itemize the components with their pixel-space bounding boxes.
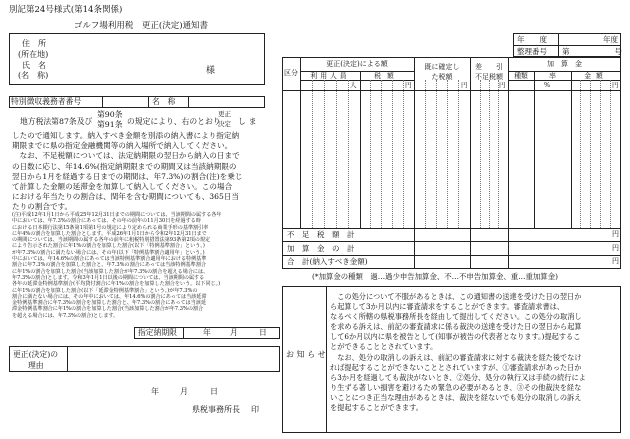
law-article-91: 第91条	[97, 120, 123, 129]
grand-total-yen: 円	[612, 257, 619, 265]
unit-yen-penalty: 円	[612, 81, 619, 89]
office-name: 県税事務所長	[192, 405, 240, 414]
penalty-type-header: 種類	[514, 72, 528, 80]
ref-number-value: 第 号	[562, 47, 622, 56]
fiscal-year-label: 年 度	[517, 35, 547, 44]
grand-total-label: 合 計(納入すべき金額)	[287, 257, 368, 266]
interest-note-text: (注)平成12年1月1日から平成25年12月31日までの期間については、当該期間の属する各年 中においては、年7.3%の割合にあっては、その年の前年の11月30日を経過する時 における日本銀行法第15条第1項第1号の規定により定められる商業手形の基準割引率 に年4%の割合を加算した割合とします。平成26年1月1日から令和2年12月31日まで の期間については、当該期間の属する各年の前年に租税特別措置法第93条第2項の規定 により告示された割合に年1%の割合を加算した割合(以下「特例基準割合」という。) が年7.3%の割合に満たない場合には、その年(以下「特例基準割合適用年」という。) 中においては、年14.6%の割合にあっては当該特例基準割合適用年における特例基準 割合に年7.3%の割合を加算した割合と、年7.3%の割合にあっては当該特例基準割合 に年1%の割合を加算した割合(当該加算した割合が年7.3%の割合を超える場合には、 年7.3%の割合)とします。令和3年1月1日以後の期間については、当該期間の属する 各年の延滞金特例基準割合(平均貸付割合に年1%の割合を加算した割合をいう。以下同じ。) に年1%の割合を加算した割合(以下「延滞金特例基準割合」という。)が年7.3%の 割合に満たない場合には、その年中においては、年14.6%の割合にあっては当該延滞 金特例基準割合に年7.3%の割合を加算した割合と、年7.3%の割合にあっては当該延 滞金特例基準割合に年1%の割合を加算した割合(当該加算した割合が年7.3%の割合 を超える場合には、年7.3%の割合)とします。	[12, 212, 222, 319]
confirmed-tax-header: 既に確定し た税額	[424, 63, 460, 81]
deadline-year: 年	[203, 328, 211, 337]
corp-name-label: (名 称)	[18, 71, 49, 80]
location-label: (所在地)	[18, 50, 49, 59]
penalty-types-note: (*加算金の種類 過…過少申告加算金、不…不申告加算金、重…重加算金)	[312, 272, 558, 281]
deadline-month: 月	[230, 328, 238, 337]
unit-yen-confirmed: 円	[461, 81, 468, 89]
law-prefix: 地方税法第87条及び	[20, 117, 93, 126]
sign-day: 日	[210, 387, 218, 396]
main-notice-text: したので通知します。納入すべき金額を別添の納入書により指定納 期限までに県の指定金融機関等の納入場所で納入してください。 なお、不足税額については、法定納期限の翌日から納入の日まで の日数に応じ、年14.6%(指定納期限までの期間又は当該納期限の 翌日から1月を経過する日までの期間は、年7.3%)の割合(注)を乗じ て計算した金額の延滞金を加算して納入してください。この場合 における年当たりの割合は、閏年を含む期間についても、365日当 たりの割合です。	[12, 131, 243, 212]
reason-label-2: 理由	[28, 361, 44, 370]
address-label: 住 所	[22, 39, 46, 48]
unit-yen-shortfall: 円	[499, 81, 506, 89]
tax-amount-header: 税額	[374, 72, 400, 80]
deadline-day: 日	[259, 328, 267, 337]
page-title: ゴルフ場利用税 更正(決定)通知書	[73, 21, 209, 31]
penalty-rate-header: 率	[549, 72, 556, 80]
law-article-90: 第90条	[97, 110, 123, 119]
shortfall-header: 差 引 不足税額	[475, 63, 503, 81]
penalty-amount-header: 金額	[584, 72, 608, 80]
collector-name-label: 名 称	[152, 97, 176, 106]
sign-year: 年	[151, 387, 159, 396]
name-label: 氏 名	[22, 61, 46, 70]
law-middle: の規定により、右のとおり	[127, 117, 221, 126]
sign-month: 月	[180, 387, 188, 396]
users-header: 利用人員	[310, 72, 350, 80]
notice-text: この処分について不服があるときは、この通知書の送達を受けた日の翌日か ら起算して3か月以内に審査請求をすることができます。審査請求書は、 なるべく所轄の県税事務所長を経由して提出してください。この処分の取消し を求める訴えは、前記の審査請求に係る裁決の送達を受けた日の翌日から起算 して6か月以内に県を被告として(知事が被告の代表者となります。)提起するこ とができることとされています。 なお、処分の取消しの訴えは、前記の審査請求に対する裁決を経た後でなけ れば提起することができないこととされていますが、①審査請求があった日か ら3か月を経過しても裁決がないとき、②処分、処分の執行又は手続の続行によ り生ずる著しい損害を避けるため緊急の必要があるとき、③その他裁決を経な いことにつき正当な理由があるときは、裁決を経ないでも処分の取消しの訴え を提起することができます。	[330, 292, 586, 413]
penalty-total-label: 加 算 金 の 計	[287, 244, 355, 253]
unit-percent: %	[544, 81, 551, 89]
law-suffix: しま	[238, 117, 260, 126]
notice-label: お 知 ら せ	[286, 350, 326, 359]
seal-mark: 印	[251, 405, 259, 414]
ref-number-label: 整理番号	[517, 47, 547, 56]
form-number: 別記第24号様式(第14条関係)	[9, 5, 123, 15]
shortfall-total-label: 不 足 税 額 計	[287, 230, 355, 239]
unit-yen-tax: 円	[405, 81, 412, 89]
category-header: 区分	[284, 69, 298, 77]
penalty-header: 加 算 金	[547, 60, 582, 68]
law-type-revision: 更正	[218, 110, 231, 118]
revised-amount-header: 更正(決定)による額	[326, 60, 388, 68]
fiscal-year-value: 年度	[603, 35, 618, 44]
law-type-decision: 決定	[218, 120, 231, 128]
honorific: 様	[206, 66, 216, 76]
reason-label: 更正(決定)の	[13, 350, 59, 359]
shortfall-total-yen: 円	[612, 230, 619, 238]
unit-people: 人	[350, 81, 357, 89]
collector-number-label: 特別徴収義務者番号	[11, 97, 82, 106]
deadline-label: 指定納期限	[138, 328, 177, 337]
penalty-total-yen: 円	[612, 244, 619, 252]
